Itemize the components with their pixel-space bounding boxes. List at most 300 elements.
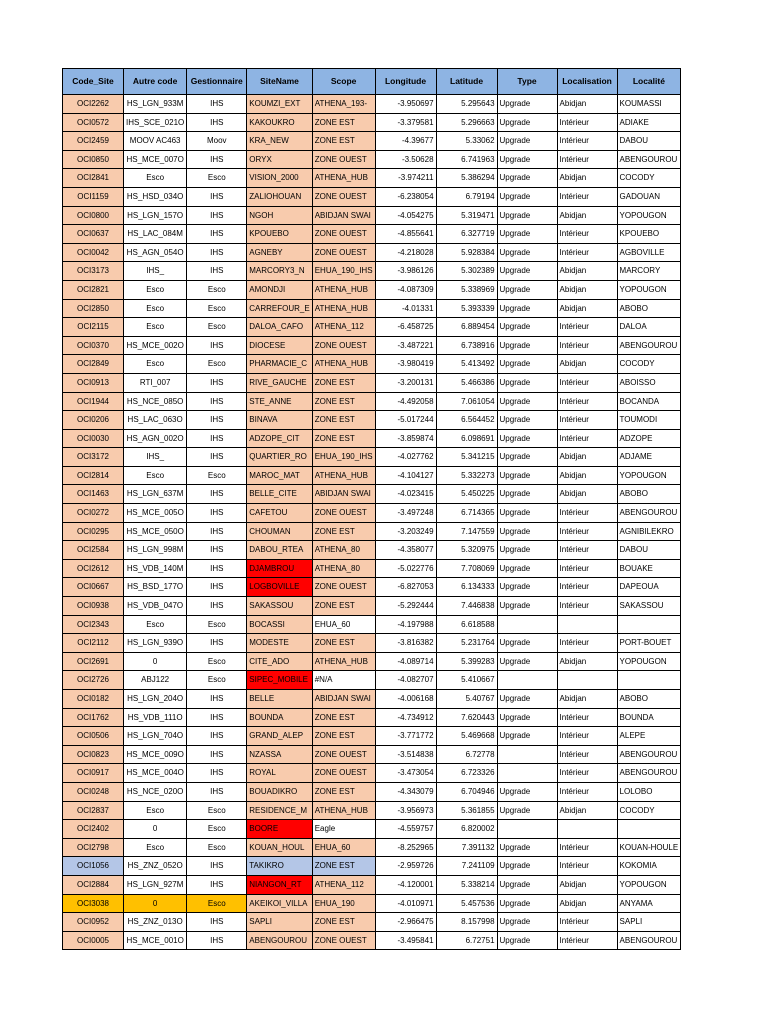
cell-gestionnaire[interactable]: Esco [187,615,247,634]
cell-longitude[interactable]: -3.980419 [375,355,436,374]
cell-localite[interactable]: ADZOPE [617,429,681,448]
cell-localite[interactable]: KOUMASSI [617,95,681,114]
table-row[interactable] [63,690,681,709]
cell-latitude[interactable]: 5.40767 [436,690,497,709]
col-localite[interactable]: Localité [617,69,681,95]
cell-localite[interactable]: ABENGOUROU [617,336,681,355]
cell-scope[interactable]: ATHENA_112 [312,318,375,337]
cell-type[interactable]: Upgrade [497,652,557,671]
cell-longitude[interactable]: -3.974211 [375,169,436,188]
cell-scope[interactable]: ZONE EST [312,373,375,392]
cell-sitename[interactable]: KAKOUKRO [247,113,312,132]
cell-type[interactable]: Upgrade [497,95,557,114]
cell-latitude[interactable]: 6.820002 [436,820,497,839]
cell-gestionnaire[interactable]: IHS [187,931,247,950]
cell-code-site[interactable]: OCI0800 [63,206,124,225]
cell-latitude[interactable]: 7.620443 [436,708,497,727]
table-row[interactable] [63,522,681,541]
cell-gestionnaire[interactable]: IHS [187,541,247,560]
cell-localite[interactable]: COCODY [617,801,681,820]
cell-type[interactable] [497,745,557,764]
cell-sitename[interactable]: ZALIOHOUAN [247,187,312,206]
cell-localite[interactable]: PORT-BOUET [617,634,681,653]
cell-type[interactable]: Upgrade [497,466,557,485]
table-row[interactable] [63,857,681,876]
cell-sitename[interactable]: MARCORY3_N [247,262,312,281]
cell-scope[interactable]: EHUA_190 [312,894,375,913]
cell-gestionnaire[interactable]: IHS [187,206,247,225]
cell-sitename[interactable]: AMONDJI [247,280,312,299]
cell-scope[interactable]: ZONE OUEST [312,504,375,523]
cell-type[interactable]: Upgrade [497,243,557,262]
cell-gestionnaire[interactable]: IHS [187,429,247,448]
cell-longitude[interactable]: -5.017244 [375,411,436,430]
cell-sitename[interactable]: RESIDENCE_M [247,801,312,820]
cell-type[interactable]: Upgrade [497,280,557,299]
cell-autre-code[interactable]: HS_LGN_637M [124,485,187,504]
cell-localite[interactable] [617,615,681,634]
cell-code-site[interactable]: OCI3172 [63,448,124,467]
cell-sitename[interactable]: SAPLI [247,913,312,932]
cell-longitude[interactable]: -4.559757 [375,820,436,839]
cell-latitude[interactable]: 7.446838 [436,597,497,616]
cell-gestionnaire[interactable]: Esco [187,652,247,671]
cell-gestionnaire[interactable]: IHS [187,782,247,801]
cell-type[interactable]: Upgrade [497,187,557,206]
cell-localite[interactable] [617,671,681,690]
cell-localite[interactable]: YOPOUGON [617,466,681,485]
cell-longitude[interactable]: -4.492058 [375,392,436,411]
cell-localisation[interactable]: Intérieur [557,931,617,950]
col-longitude[interactable]: Longitude [375,69,436,95]
cell-localite[interactable]: ABOISSO [617,373,681,392]
cell-longitude[interactable]: -4.087309 [375,280,436,299]
col-autre-code[interactable]: Autre code [124,69,187,95]
cell-autre-code[interactable]: HS_LGN_704O [124,727,187,746]
cell-sitename[interactable]: CHOUMAN [247,522,312,541]
cell-autre-code[interactable]: HS_LAC_084M [124,225,187,244]
cell-latitude[interactable]: 6.79194 [436,187,497,206]
cell-type[interactable]: Upgrade [497,634,557,653]
col-sitename[interactable]: SiteName [247,69,312,95]
cell-localisation[interactable]: Intérieur [557,541,617,560]
cell-autre-code[interactable]: HS_LAC_063O [124,411,187,430]
cell-latitude[interactable]: 6.327719 [436,225,497,244]
cell-latitude[interactable]: 6.618588 [436,615,497,634]
cell-sitename[interactable]: QUARTIER_RO [247,448,312,467]
cell-scope[interactable]: EHUA_190_IHS [312,448,375,467]
cell-latitude[interactable]: 5.341215 [436,448,497,467]
cell-scope[interactable]: ZONE EST [312,634,375,653]
cell-autre-code[interactable]: HS_BSD_177O [124,578,187,597]
cell-longitude[interactable]: -6.827053 [375,578,436,597]
cell-gestionnaire[interactable]: Esco [187,280,247,299]
cell-latitude[interactable]: 6.889454 [436,318,497,337]
cell-code-site[interactable]: OCI2798 [63,838,124,857]
cell-code-site[interactable]: OCI0913 [63,373,124,392]
table-row[interactable] [63,373,681,392]
cell-gestionnaire[interactable]: IHS [187,727,247,746]
cell-scope[interactable]: ATHENA_80 [312,541,375,560]
cell-autre-code[interactable]: HS_MCE_001O [124,931,187,950]
cell-localisation[interactable]: Intérieur [557,132,617,151]
cell-scope[interactable]: ZONE EST [312,913,375,932]
cell-longitude[interactable]: -4.104127 [375,466,436,485]
cell-localisation[interactable] [557,615,617,634]
cell-type[interactable]: Upgrade [497,727,557,746]
cell-gestionnaire[interactable]: IHS [187,745,247,764]
cell-sitename[interactable]: MAROC_MAT [247,466,312,485]
cell-type[interactable]: Upgrade [497,448,557,467]
cell-longitude[interactable]: -5.022776 [375,559,436,578]
cell-code-site[interactable]: OCI2459 [63,132,124,151]
cell-localisation[interactable]: Abidjan [557,206,617,225]
cell-localite[interactable]: DABOU [617,541,681,560]
cell-autre-code[interactable]: HS_VDB_140M [124,559,187,578]
cell-localite[interactable]: YOPOUGON [617,875,681,894]
cell-autre-code[interactable]: HS_VDB_047O [124,597,187,616]
cell-autre-code[interactable]: HS_MCE_005O [124,504,187,523]
cell-latitude[interactable]: 5.413492 [436,355,497,374]
cell-latitude[interactable]: 5.338214 [436,875,497,894]
cell-code-site[interactable]: OCI2821 [63,280,124,299]
cell-scope[interactable]: Eagle [312,820,375,839]
cell-latitude[interactable]: 5.386294 [436,169,497,188]
cell-localite[interactable]: ABENGOUROU [617,931,681,950]
cell-localite[interactable]: DALOA [617,318,681,337]
cell-autre-code[interactable]: HS_MCE_007O [124,150,187,169]
cell-localite[interactable]: ABENGOUROU [617,504,681,523]
cell-latitude[interactable]: 5.361855 [436,801,497,820]
cell-code-site[interactable]: OCI0030 [63,429,124,448]
table-row[interactable] [63,225,681,244]
col-gestionnaire[interactable]: Gestionnaire [187,69,247,95]
cell-latitude[interactable]: 5.466386 [436,373,497,392]
cell-sitename[interactable]: NGOH [247,206,312,225]
cell-localisation[interactable]: Abidjan [557,299,617,318]
cell-autre-code[interactable]: Esco [124,299,187,318]
cell-latitude[interactable]: 7.708069 [436,559,497,578]
cell-autre-code[interactable]: HS_MCE_002O [124,336,187,355]
cell-type[interactable]: Upgrade [497,801,557,820]
cell-latitude[interactable]: 6.564452 [436,411,497,430]
cell-longitude[interactable]: -3.771772 [375,727,436,746]
cell-code-site[interactable]: OCI0667 [63,578,124,597]
cell-code-site[interactable]: OCI0248 [63,782,124,801]
cell-type[interactable]: Upgrade [497,132,557,151]
cell-scope[interactable]: ATHENA_HUB [312,169,375,188]
cell-autre-code[interactable]: Esco [124,838,187,857]
cell-scope[interactable]: ZONE OUEST [312,225,375,244]
cell-localisation[interactable]: Abidjan [557,875,617,894]
cell-autre-code[interactable]: Esco [124,280,187,299]
cell-scope[interactable]: ZONE OUEST [312,243,375,262]
table-row[interactable] [63,206,681,225]
cell-longitude[interactable]: -6.238054 [375,187,436,206]
cell-type[interactable]: Upgrade [497,373,557,392]
cell-code-site[interactable]: OCI1463 [63,485,124,504]
table-row[interactable] [63,280,681,299]
cell-gestionnaire[interactable]: Esco [187,355,247,374]
cell-latitude[interactable]: 5.399283 [436,652,497,671]
cell-scope[interactable]: ZONE OUEST [312,578,375,597]
cell-gestionnaire[interactable]: IHS [187,262,247,281]
cell-localisation[interactable]: Intérieur [557,857,617,876]
cell-localisation[interactable]: Intérieur [557,634,617,653]
cell-sitename[interactable]: AGNEBY [247,243,312,262]
cell-scope[interactable]: ABIDJAN SWAI [312,485,375,504]
cell-localite[interactable] [617,820,681,839]
table-row[interactable] [63,95,681,114]
cell-localisation[interactable]: Abidjan [557,690,617,709]
cell-localite[interactable]: AGNIBILEKRO [617,522,681,541]
cell-latitude[interactable]: 5.393339 [436,299,497,318]
cell-code-site[interactable]: OCI0952 [63,913,124,932]
cell-gestionnaire[interactable]: IHS [187,559,247,578]
cell-localite[interactable]: BOCANDA [617,392,681,411]
cell-code-site[interactable]: OCI2884 [63,875,124,894]
cell-autre-code[interactable]: HS_AGN_002O [124,429,187,448]
cell-gestionnaire[interactable]: IHS [187,522,247,541]
cell-autre-code[interactable]: HS_LGN_204O [124,690,187,709]
cell-localisation[interactable]: Abidjan [557,466,617,485]
cell-code-site[interactable]: OCI0823 [63,745,124,764]
cell-localite[interactable]: ABOBO [617,485,681,504]
cell-scope[interactable]: ABIDJAN SWAI [312,206,375,225]
cell-scope[interactable]: ZONE EST [312,113,375,132]
cell-code-site[interactable]: OCI2841 [63,169,124,188]
cell-gestionnaire[interactable]: IHS [187,392,247,411]
table-row[interactable] [63,578,681,597]
table-row[interactable] [63,448,681,467]
cell-type[interactable]: Upgrade [497,931,557,950]
cell-autre-code[interactable]: HS_LGN_927M [124,875,187,894]
cell-type[interactable]: Upgrade [497,838,557,857]
cell-gestionnaire[interactable]: IHS [187,243,247,262]
cell-type[interactable]: Upgrade [497,392,557,411]
cell-localite[interactable]: KPOUEBO [617,225,681,244]
cell-sitename[interactable]: STE_ANNE [247,392,312,411]
cell-localisation[interactable] [557,671,617,690]
cell-longitude[interactable]: -3.487221 [375,336,436,355]
cell-scope[interactable]: ZONE EST [312,411,375,430]
cell-localisation[interactable]: Abidjan [557,169,617,188]
cell-localite[interactable]: MARCORY [617,262,681,281]
table-row[interactable] [63,913,681,932]
cell-scope[interactable]: ATHENA_HUB [312,652,375,671]
cell-longitude[interactable]: -4.197988 [375,615,436,634]
cell-code-site[interactable]: OCI2612 [63,559,124,578]
cell-autre-code[interactable]: Esco [124,318,187,337]
cell-type[interactable]: Upgrade [497,597,557,616]
cell-scope[interactable]: ZONE OUEST [312,336,375,355]
cell-code-site[interactable]: OCI0182 [63,690,124,709]
cell-scope[interactable]: ZONE OUEST [312,150,375,169]
cell-autre-code[interactable]: HS_NCE_085O [124,392,187,411]
cell-localisation[interactable]: Intérieur [557,429,617,448]
cell-gestionnaire[interactable]: IHS [187,150,247,169]
cell-autre-code[interactable]: Esco [124,355,187,374]
cell-localite[interactable]: TOUMODI [617,411,681,430]
cell-gestionnaire[interactable]: IHS [187,764,247,783]
cell-code-site[interactable]: OCI2584 [63,541,124,560]
cell-latitude[interactable]: 7.147559 [436,522,497,541]
cell-sitename[interactable]: SAKASSOU [247,597,312,616]
cell-localite[interactable]: LOLOBO [617,782,681,801]
cell-code-site[interactable]: OCI1159 [63,187,124,206]
cell-code-site[interactable]: OCI0917 [63,764,124,783]
cell-type[interactable]: Upgrade [497,875,557,894]
cell-localisation[interactable]: Abidjan [557,801,617,820]
table-row[interactable] [63,764,681,783]
cell-longitude[interactable]: -4.023415 [375,485,436,504]
cell-type[interactable]: Upgrade [497,708,557,727]
table-row[interactable] [63,782,681,801]
cell-localite[interactable]: YOPOUGON [617,652,681,671]
cell-autre-code[interactable]: 0 [124,894,187,913]
cell-longitude[interactable]: -4.120001 [375,875,436,894]
cell-localite[interactable]: AGBOVILLE [617,243,681,262]
cell-autre-code[interactable]: IHS_SCE_021O [124,113,187,132]
cell-localisation[interactable]: Abidjan [557,355,617,374]
cell-localisation[interactable]: Abidjan [557,652,617,671]
cell-localite[interactable]: DAPEOUA [617,578,681,597]
cell-sitename[interactable]: BELLE_CITE [247,485,312,504]
table-row[interactable] [63,187,681,206]
table-row[interactable] [63,504,681,523]
table-row[interactable] [63,243,681,262]
cell-localite[interactable]: DABOU [617,132,681,151]
cell-code-site[interactable]: OCI2814 [63,466,124,485]
cell-localite[interactable]: ABOBO [617,299,681,318]
cell-sitename[interactable]: BOUADIKRO [247,782,312,801]
cell-gestionnaire[interactable]: Esco [187,820,247,839]
cell-longitude[interactable]: -3.956973 [375,801,436,820]
cell-localite[interactable]: SAPLI [617,913,681,932]
cell-autre-code[interactable]: HS_ZNZ_013O [124,913,187,932]
cell-code-site[interactable]: OCI0005 [63,931,124,950]
cell-localite[interactable]: COCODY [617,169,681,188]
cell-gestionnaire[interactable]: IHS [187,225,247,244]
cell-latitude[interactable]: 7.061054 [436,392,497,411]
cell-type[interactable]: Upgrade [497,522,557,541]
cell-localisation[interactable]: Intérieur [557,150,617,169]
cell-latitude[interactable]: 5.320975 [436,541,497,560]
cell-autre-code[interactable]: HS_VDB_111O [124,708,187,727]
cell-gestionnaire[interactable]: Esco [187,466,247,485]
cell-code-site[interactable]: OCI2343 [63,615,124,634]
col-localisation[interactable]: Localisation [557,69,617,95]
cell-localisation[interactable]: Abidjan [557,262,617,281]
cell-latitude[interactable]: 7.391132 [436,838,497,857]
cell-gestionnaire[interactable]: Esco [187,169,247,188]
cell-longitude[interactable]: -3.986126 [375,262,436,281]
cell-localisation[interactable]: Intérieur [557,243,617,262]
cell-sitename[interactable]: RIVE_GAUCHE [247,373,312,392]
cell-autre-code[interactable]: MOOV AC463 [124,132,187,151]
cell-localisation[interactable]: Intérieur [557,373,617,392]
cell-latitude[interactable]: 6.714365 [436,504,497,523]
cell-gestionnaire[interactable]: IHS [187,504,247,523]
cell-localisation[interactable]: Intérieur [557,411,617,430]
cell-gestionnaire[interactable]: IHS [187,578,247,597]
cell-type[interactable] [497,764,557,783]
cell-code-site[interactable]: OCI3173 [63,262,124,281]
table-row[interactable] [63,113,681,132]
cell-scope[interactable]: ZONE EST [312,429,375,448]
cell-longitude[interactable]: -4.082707 [375,671,436,690]
cell-gestionnaire[interactable]: Moov [187,132,247,151]
cell-gestionnaire[interactable]: IHS [187,857,247,876]
cell-longitude[interactable]: -4.855641 [375,225,436,244]
cell-longitude[interactable]: -4.343079 [375,782,436,801]
table-row[interactable] [63,615,681,634]
cell-latitude[interactable]: 5.296663 [436,113,497,132]
cell-scope[interactable]: #N/A [312,671,375,690]
cell-sitename[interactable]: ROYAL [247,764,312,783]
cell-autre-code[interactable]: HS_AGN_054O [124,243,187,262]
cell-type[interactable]: Upgrade [497,559,557,578]
cell-code-site[interactable]: OCI2262 [63,95,124,114]
cell-sitename[interactable]: SIPEC_MOBILE [247,671,312,690]
cell-gestionnaire[interactable]: IHS [187,913,247,932]
cell-sitename[interactable]: DJAMBROU [247,559,312,578]
cell-gestionnaire[interactable]: IHS [187,634,247,653]
cell-scope[interactable]: ATHENA_HUB [312,299,375,318]
cell-longitude[interactable]: -3.859874 [375,429,436,448]
cell-type[interactable]: Upgrade [497,355,557,374]
table-row[interactable] [63,745,681,764]
cell-localite[interactable]: GADOUAN [617,187,681,206]
cell-sitename[interactable]: KRA_NEW [247,132,312,151]
cell-localite[interactable]: ALEPE [617,727,681,746]
cell-autre-code[interactable]: IHS_ [124,262,187,281]
cell-sitename[interactable]: CARREFOUR_E [247,299,312,318]
cell-code-site[interactable]: OCI0572 [63,113,124,132]
cell-gestionnaire[interactable]: IHS [187,875,247,894]
cell-autre-code[interactable]: HS_LGN_157O [124,206,187,225]
cell-type[interactable]: Upgrade [497,206,557,225]
table-row[interactable] [63,355,681,374]
cell-autre-code[interactable]: RTI_007 [124,373,187,392]
cell-localisation[interactable]: Intérieur [557,225,617,244]
cell-sitename[interactable]: CAFETOU [247,504,312,523]
cell-gestionnaire[interactable]: IHS [187,336,247,355]
cell-code-site[interactable]: OCI2726 [63,671,124,690]
cell-latitude[interactable]: 5.469668 [436,727,497,746]
cell-localisation[interactable]: Intérieur [557,392,617,411]
cell-type[interactable] [497,615,557,634]
cell-sitename[interactable]: DALOA_CAFO [247,318,312,337]
col-type[interactable]: Type [497,69,557,95]
cell-latitude[interactable]: 6.72778 [436,745,497,764]
cell-gestionnaire[interactable]: IHS [187,485,247,504]
cell-type[interactable] [497,820,557,839]
cell-sitename[interactable]: AKEIKOI_VILLA [247,894,312,913]
cell-latitude[interactable]: 6.704946 [436,782,497,801]
table-row[interactable] [63,336,681,355]
cell-sitename[interactable]: TAKIKRO [247,857,312,876]
cell-type[interactable]: Upgrade [497,857,557,876]
cell-scope[interactable]: ZONE OUEST [312,187,375,206]
cell-sitename[interactable]: KOUMZI_EXT [247,95,312,114]
table-row[interactable] [63,392,681,411]
cell-longitude[interactable]: -5.292444 [375,597,436,616]
cell-latitude[interactable]: 5.338969 [436,280,497,299]
cell-localisation[interactable]: Intérieur [557,336,617,355]
cell-type[interactable]: Upgrade [497,318,557,337]
cell-scope[interactable]: ATHENA_HUB [312,355,375,374]
